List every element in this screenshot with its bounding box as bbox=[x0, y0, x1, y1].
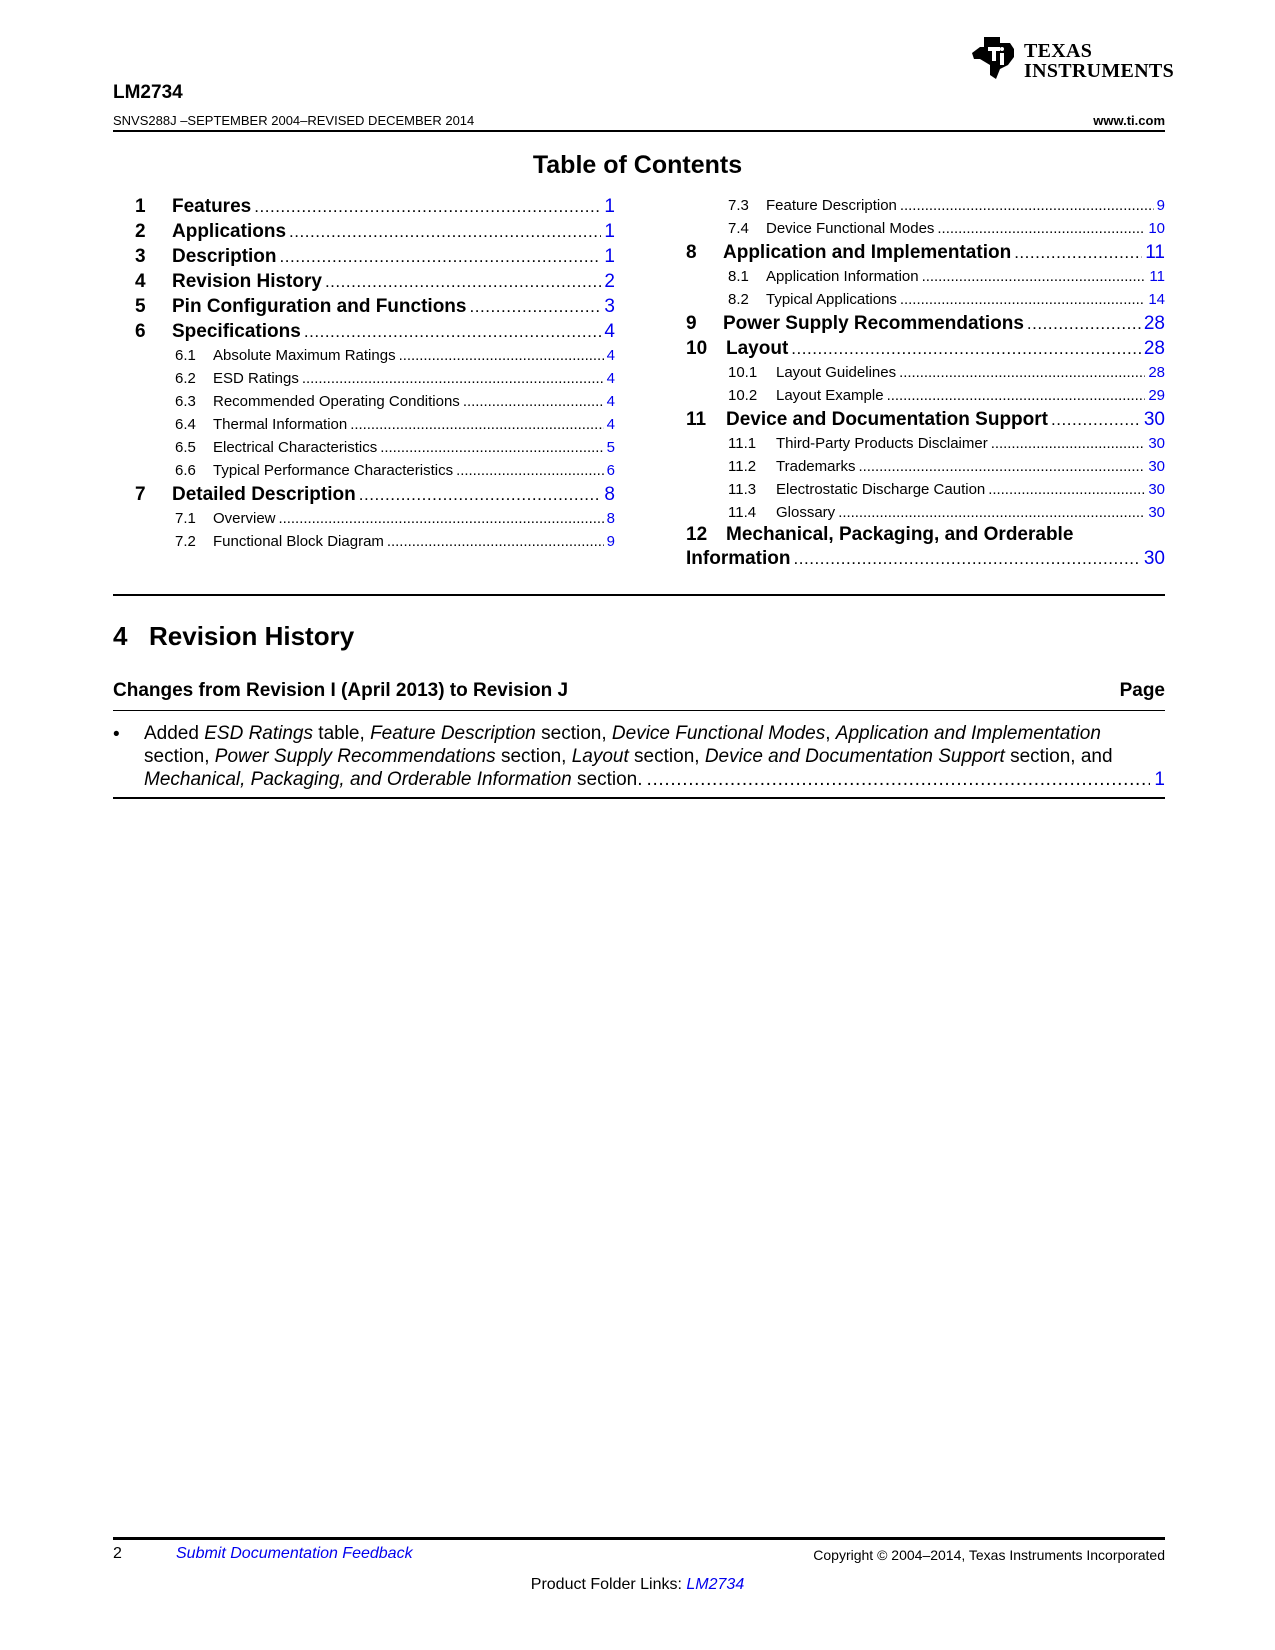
toc-entry-number: 6.2 bbox=[175, 370, 196, 387]
logo-line-1: TEXAS bbox=[1024, 40, 1093, 62]
toc-entry-title: Absolute Maximum Ratings bbox=[213, 347, 396, 364]
changes-header-page: Page bbox=[1119, 680, 1165, 701]
toc-entry-number: 6.1 bbox=[175, 347, 196, 364]
change-item-line-3-text bbox=[144, 768, 643, 791]
toc-entry[interactable] bbox=[686, 455, 1165, 478]
toc-entry-page-link[interactable]: 29 bbox=[1148, 387, 1165, 404]
leader-dots bbox=[304, 319, 602, 344]
change-item-line-2 bbox=[144, 745, 1165, 768]
toc-entry[interactable] bbox=[686, 265, 1165, 288]
toc-entry-number: 9 bbox=[686, 313, 697, 334]
toc-entry-number: 6.3 bbox=[175, 393, 196, 410]
bullet-marker: • bbox=[113, 724, 120, 745]
toc-entry-number: 2 bbox=[135, 221, 146, 242]
toc-entry[interactable] bbox=[686, 501, 1165, 524]
toc-entry[interactable] bbox=[686, 361, 1165, 384]
section-number: 4 bbox=[113, 621, 128, 651]
toc-entry-line bbox=[686, 546, 1165, 571]
toc-entry[interactable] bbox=[135, 194, 615, 219]
toc-entry[interactable] bbox=[686, 524, 1165, 571]
toc-entry[interactable] bbox=[135, 507, 615, 530]
toc-entry-title: Third-Party Products Disclaimer bbox=[776, 435, 988, 452]
toc-entry-page-link[interactable]: 30 bbox=[1143, 548, 1165, 569]
toc-entry-number: 6 bbox=[135, 321, 146, 342]
leader-dots bbox=[1014, 240, 1142, 265]
leader-dots bbox=[359, 482, 602, 507]
toc-entry[interactable] bbox=[135, 413, 615, 436]
toc-entry-page-link[interactable]: 4 bbox=[604, 321, 615, 342]
toc-entry-page-link[interactable]: 5 bbox=[606, 439, 615, 456]
toc-entry-page-link[interactable]: 8 bbox=[606, 510, 615, 527]
toc-entry[interactable] bbox=[686, 288, 1165, 311]
toc-left-column bbox=[135, 194, 615, 553]
toc-title: Table of Contents bbox=[532, 151, 743, 179]
text-fragment: section, and bbox=[1004, 746, 1113, 767]
toc-entry-number: 7.3 bbox=[728, 197, 749, 214]
toc-entry[interactable] bbox=[135, 319, 615, 344]
toc-entry-title: Revision History bbox=[172, 271, 322, 292]
toc-entry-number: 6.4 bbox=[175, 416, 196, 433]
toc-entry-page-link[interactable]: 10 bbox=[1148, 220, 1165, 237]
toc-entry-page-link[interactable]: 4 bbox=[606, 393, 615, 410]
toc-entry-number: 11.4 bbox=[728, 504, 757, 521]
toc-entry[interactable] bbox=[135, 367, 615, 390]
toc-bottom-rule bbox=[113, 594, 1165, 596]
footer-rule bbox=[113, 1537, 1165, 1540]
toc-entry[interactable] bbox=[135, 530, 615, 553]
toc-entry-page-link[interactable]: 30 bbox=[1143, 409, 1165, 430]
leader-dots bbox=[900, 194, 1154, 217]
toc-entry-title-continued: Information bbox=[686, 548, 791, 569]
toc-entry-number: 10 bbox=[686, 338, 708, 359]
emphasized-text: Feature Description bbox=[370, 723, 536, 744]
leader-dots bbox=[988, 478, 1145, 501]
leader-dots bbox=[399, 344, 604, 367]
leader-dots bbox=[387, 530, 604, 553]
toc-entry[interactable] bbox=[686, 478, 1165, 501]
toc-entry-number: 10.1 bbox=[728, 364, 758, 381]
toc-entry-title: Feature Description bbox=[766, 197, 897, 214]
section-heading bbox=[113, 621, 354, 652]
emphasized-text: Mechanical, Packaging, and Orderable Information bbox=[144, 769, 572, 790]
toc-entry[interactable] bbox=[135, 482, 615, 507]
toc-entry-title: Electrostatic Discharge Caution bbox=[776, 481, 986, 498]
toc-entry-line bbox=[686, 524, 1165, 546]
leader-dots bbox=[922, 265, 1147, 288]
emphasized-text: Power Supply Recommendations bbox=[214, 746, 496, 767]
toc-entry-title: Glossary bbox=[776, 504, 836, 521]
toc-entry-number: 8.2 bbox=[728, 291, 749, 308]
leader-dots bbox=[456, 459, 604, 482]
toc-entry-title: Device and Documentation Support bbox=[726, 409, 1048, 430]
ti-logo-text bbox=[1024, 41, 1174, 81]
toc-entry-page-link[interactable]: 9 bbox=[606, 533, 615, 550]
leader-dots bbox=[380, 436, 603, 459]
toc-entry[interactable] bbox=[686, 311, 1165, 336]
toc-entry[interactable] bbox=[686, 384, 1165, 407]
text-fragment: section, bbox=[628, 746, 705, 767]
toc-entry-number: 7 bbox=[135, 484, 146, 505]
toc-entry-title: Features bbox=[172, 196, 252, 217]
toc-entry-page-link[interactable]: 28 bbox=[1143, 313, 1165, 334]
toc-entry-title: Application and Implementation bbox=[723, 242, 1012, 263]
toc-entry[interactable] bbox=[135, 294, 615, 319]
product-folder-links bbox=[0, 1576, 1275, 1594]
leader-dots bbox=[887, 384, 1146, 407]
toc-entry[interactable] bbox=[686, 194, 1165, 217]
toc-entry-title: Recommended Operating Conditions bbox=[213, 393, 460, 410]
leader-dots bbox=[900, 288, 1145, 311]
toc-entry-page-link[interactable]: 4 bbox=[606, 416, 615, 433]
header-rule bbox=[113, 130, 1165, 132]
section-title: Revision History bbox=[149, 621, 355, 651]
copyright: Copyright © 2004–2014, Texas Instruments Incorporated bbox=[813, 1547, 1165, 1563]
toc-entry-number: 7.2 bbox=[175, 533, 196, 550]
toc-entry-number: 3 bbox=[135, 246, 146, 267]
change-item bbox=[144, 722, 1165, 791]
leader-dots bbox=[937, 217, 1145, 240]
emphasized-text: Application and Implementation bbox=[835, 723, 1101, 744]
leader-dots bbox=[1051, 407, 1141, 432]
ti-logo-icon bbox=[970, 35, 1022, 81]
toc-entry[interactable] bbox=[686, 407, 1165, 432]
toc-entry-page-link[interactable]: 28 bbox=[1148, 364, 1165, 381]
toc-entry-title: Power Supply Recommendations bbox=[723, 313, 1024, 334]
logo-line-2: INSTRUMENTS bbox=[1024, 60, 1174, 82]
toc-entry-page-link[interactable]: 30 bbox=[1148, 435, 1165, 452]
leader-dots bbox=[254, 194, 601, 219]
text-fragment: section, bbox=[144, 746, 215, 767]
toc-entry-page-link[interactable]: 6 bbox=[606, 462, 615, 479]
toc-entry-title: Application Information bbox=[766, 268, 919, 285]
change-item-page-link[interactable]: 1 bbox=[1154, 769, 1165, 790]
toc-entry[interactable] bbox=[686, 240, 1165, 265]
toc-entry-page-link[interactable]: 30 bbox=[1148, 481, 1165, 498]
part-number: LM2734 bbox=[113, 82, 183, 103]
toc-right-column bbox=[686, 194, 1165, 571]
toc-entry-number: 12 bbox=[686, 524, 708, 545]
changes-header bbox=[113, 680, 1165, 702]
toc-entry-number: 6.6 bbox=[175, 462, 196, 479]
toc-entry-title: Overview bbox=[213, 510, 276, 527]
toc-entry-title: ESD Ratings bbox=[213, 370, 299, 387]
product-links-label: Product Folder Links: bbox=[530, 1576, 687, 1593]
toc-entry-number: 11.3 bbox=[728, 481, 757, 498]
toc-entry-title: Device Functional Modes bbox=[766, 220, 935, 237]
toc-entry-number: 11.1 bbox=[728, 435, 757, 452]
toc-entry-title: Thermal Information bbox=[213, 416, 348, 433]
product-link[interactable]: LM2734 bbox=[686, 1576, 745, 1593]
changes-header-title: Changes from Revision I (April 2013) to Revision J bbox=[113, 680, 569, 701]
toc-entry-title: Pin Configuration and Functions bbox=[172, 296, 467, 317]
text-fragment: section, bbox=[535, 723, 612, 744]
toc-entry-number: 7.1 bbox=[175, 510, 196, 527]
toc-entry-title: Layout Guidelines bbox=[776, 364, 897, 381]
leader-dots bbox=[899, 361, 1145, 384]
toc-entry[interactable] bbox=[135, 219, 615, 244]
emphasized-text: Device Functional Modes bbox=[611, 723, 826, 744]
emphasized-text: Device and Documentation Support bbox=[704, 746, 1005, 767]
toc-entry-number: 11 bbox=[686, 409, 707, 430]
toc-entry[interactable] bbox=[135, 390, 615, 413]
toc-entry-title: Trademarks bbox=[776, 458, 856, 475]
leader-dots bbox=[325, 269, 601, 294]
toc-entry-title: Layout bbox=[726, 338, 789, 359]
toc-entry-title: Functional Block Diagram bbox=[213, 533, 384, 550]
toc-entry[interactable] bbox=[686, 217, 1165, 240]
leader-dots bbox=[791, 336, 1141, 361]
toc-entry-page-link[interactable]: 30 bbox=[1148, 504, 1165, 521]
toc-entry-page-link[interactable]: 30 bbox=[1148, 458, 1165, 475]
leader-dots bbox=[302, 367, 604, 390]
toc-entry[interactable] bbox=[686, 336, 1165, 361]
toc-entry-number: 8 bbox=[686, 242, 697, 263]
toc-entry-title: Applications bbox=[172, 221, 287, 242]
toc-entry-title: Detailed Description bbox=[172, 484, 356, 505]
toc-entry-page-link[interactable]: 8 bbox=[604, 484, 615, 505]
toc-entry-number: 6.5 bbox=[175, 439, 196, 456]
leader-dots bbox=[858, 455, 1145, 478]
emphasized-text: Layout bbox=[571, 746, 629, 767]
toc-entry-number: 8.1 bbox=[728, 268, 749, 285]
toc-entry-page-link[interactable]: 28 bbox=[1143, 338, 1165, 359]
toc-entry-number: 5 bbox=[135, 296, 146, 317]
leader-dots bbox=[350, 413, 603, 436]
toc-entry-title: Specifications bbox=[172, 321, 301, 342]
leader-dots bbox=[469, 294, 601, 319]
toc-entry-page-link[interactable]: 1 bbox=[604, 221, 615, 242]
leader-dots bbox=[991, 432, 1146, 455]
text-fragment: section. bbox=[571, 769, 643, 790]
document-revision-line: SNVS288J –SEPTEMBER 2004–REVISED DECEMBER 2014 bbox=[113, 113, 475, 128]
leader-dots bbox=[794, 546, 1141, 571]
toc-entry[interactable] bbox=[135, 436, 615, 459]
toc-entry-page-link[interactable]: 2 bbox=[604, 271, 615, 292]
changes-bottom-rule bbox=[113, 797, 1165, 799]
page-number: 2 bbox=[113, 1545, 122, 1562]
toc-entry-number: 4 bbox=[135, 271, 146, 292]
emphasized-text: ESD Ratings bbox=[204, 723, 314, 744]
toc-entry-page-link[interactable]: 9 bbox=[1156, 197, 1165, 214]
toc-entry[interactable] bbox=[135, 244, 615, 269]
change-item-line-3 bbox=[144, 768, 1165, 791]
toc-entry-number: 10.2 bbox=[728, 387, 758, 404]
text-fragment: table, bbox=[313, 723, 371, 744]
toc-entry-title: Description bbox=[172, 246, 277, 267]
toc-entry-title: Typical Applications bbox=[766, 291, 897, 308]
toc-entry-title: Typical Performance Characteristics bbox=[213, 462, 454, 479]
toc-entry[interactable] bbox=[135, 344, 615, 367]
toc-entry-page-link[interactable]: 1 bbox=[604, 246, 615, 267]
toc-entry-title: Layout Example bbox=[776, 387, 884, 404]
leader-dots bbox=[289, 219, 601, 244]
toc-entry-page-link[interactable]: 14 bbox=[1148, 291, 1165, 308]
text-fragment: section, bbox=[495, 746, 572, 767]
change-item-line-1 bbox=[144, 722, 1165, 745]
leader-dots bbox=[280, 244, 602, 269]
leader-dots bbox=[463, 390, 604, 413]
toc-entry-page-link[interactable]: 3 bbox=[604, 296, 615, 317]
text-fragment: , bbox=[825, 723, 836, 744]
toc-entry-page-link[interactable]: 11 bbox=[1145, 242, 1165, 263]
toc-entry-page-link[interactable]: 4 bbox=[606, 370, 615, 387]
toc-entry[interactable] bbox=[135, 269, 615, 294]
toc-entry-page-link[interactable]: 11 bbox=[1149, 268, 1165, 285]
feedback-link[interactable]: Submit Documentation Feedback bbox=[176, 1545, 413, 1562]
leader-dots bbox=[279, 507, 604, 530]
toc-entry-number: 11.2 bbox=[728, 458, 757, 475]
leader-dots bbox=[647, 768, 1151, 791]
toc-entry-page-link[interactable]: 4 bbox=[606, 347, 615, 364]
toc-entry[interactable] bbox=[135, 459, 615, 482]
leader-dots bbox=[838, 501, 1145, 524]
changes-header-rule bbox=[113, 710, 1165, 711]
toc-entry-number: 1 bbox=[135, 196, 146, 217]
text-fragment: Added bbox=[144, 723, 205, 744]
toc-entry[interactable] bbox=[686, 432, 1165, 455]
toc-entry-page-link[interactable]: 1 bbox=[604, 196, 615, 217]
website-link[interactable]: www.ti.com bbox=[1093, 113, 1165, 128]
toc-entry-number: 7.4 bbox=[728, 220, 749, 237]
leader-dots bbox=[1027, 311, 1141, 336]
toc-entry-title: Electrical Characteristics bbox=[213, 439, 378, 456]
toc-entry-title: Mechanical, Packaging, and Orderable bbox=[726, 524, 1074, 545]
